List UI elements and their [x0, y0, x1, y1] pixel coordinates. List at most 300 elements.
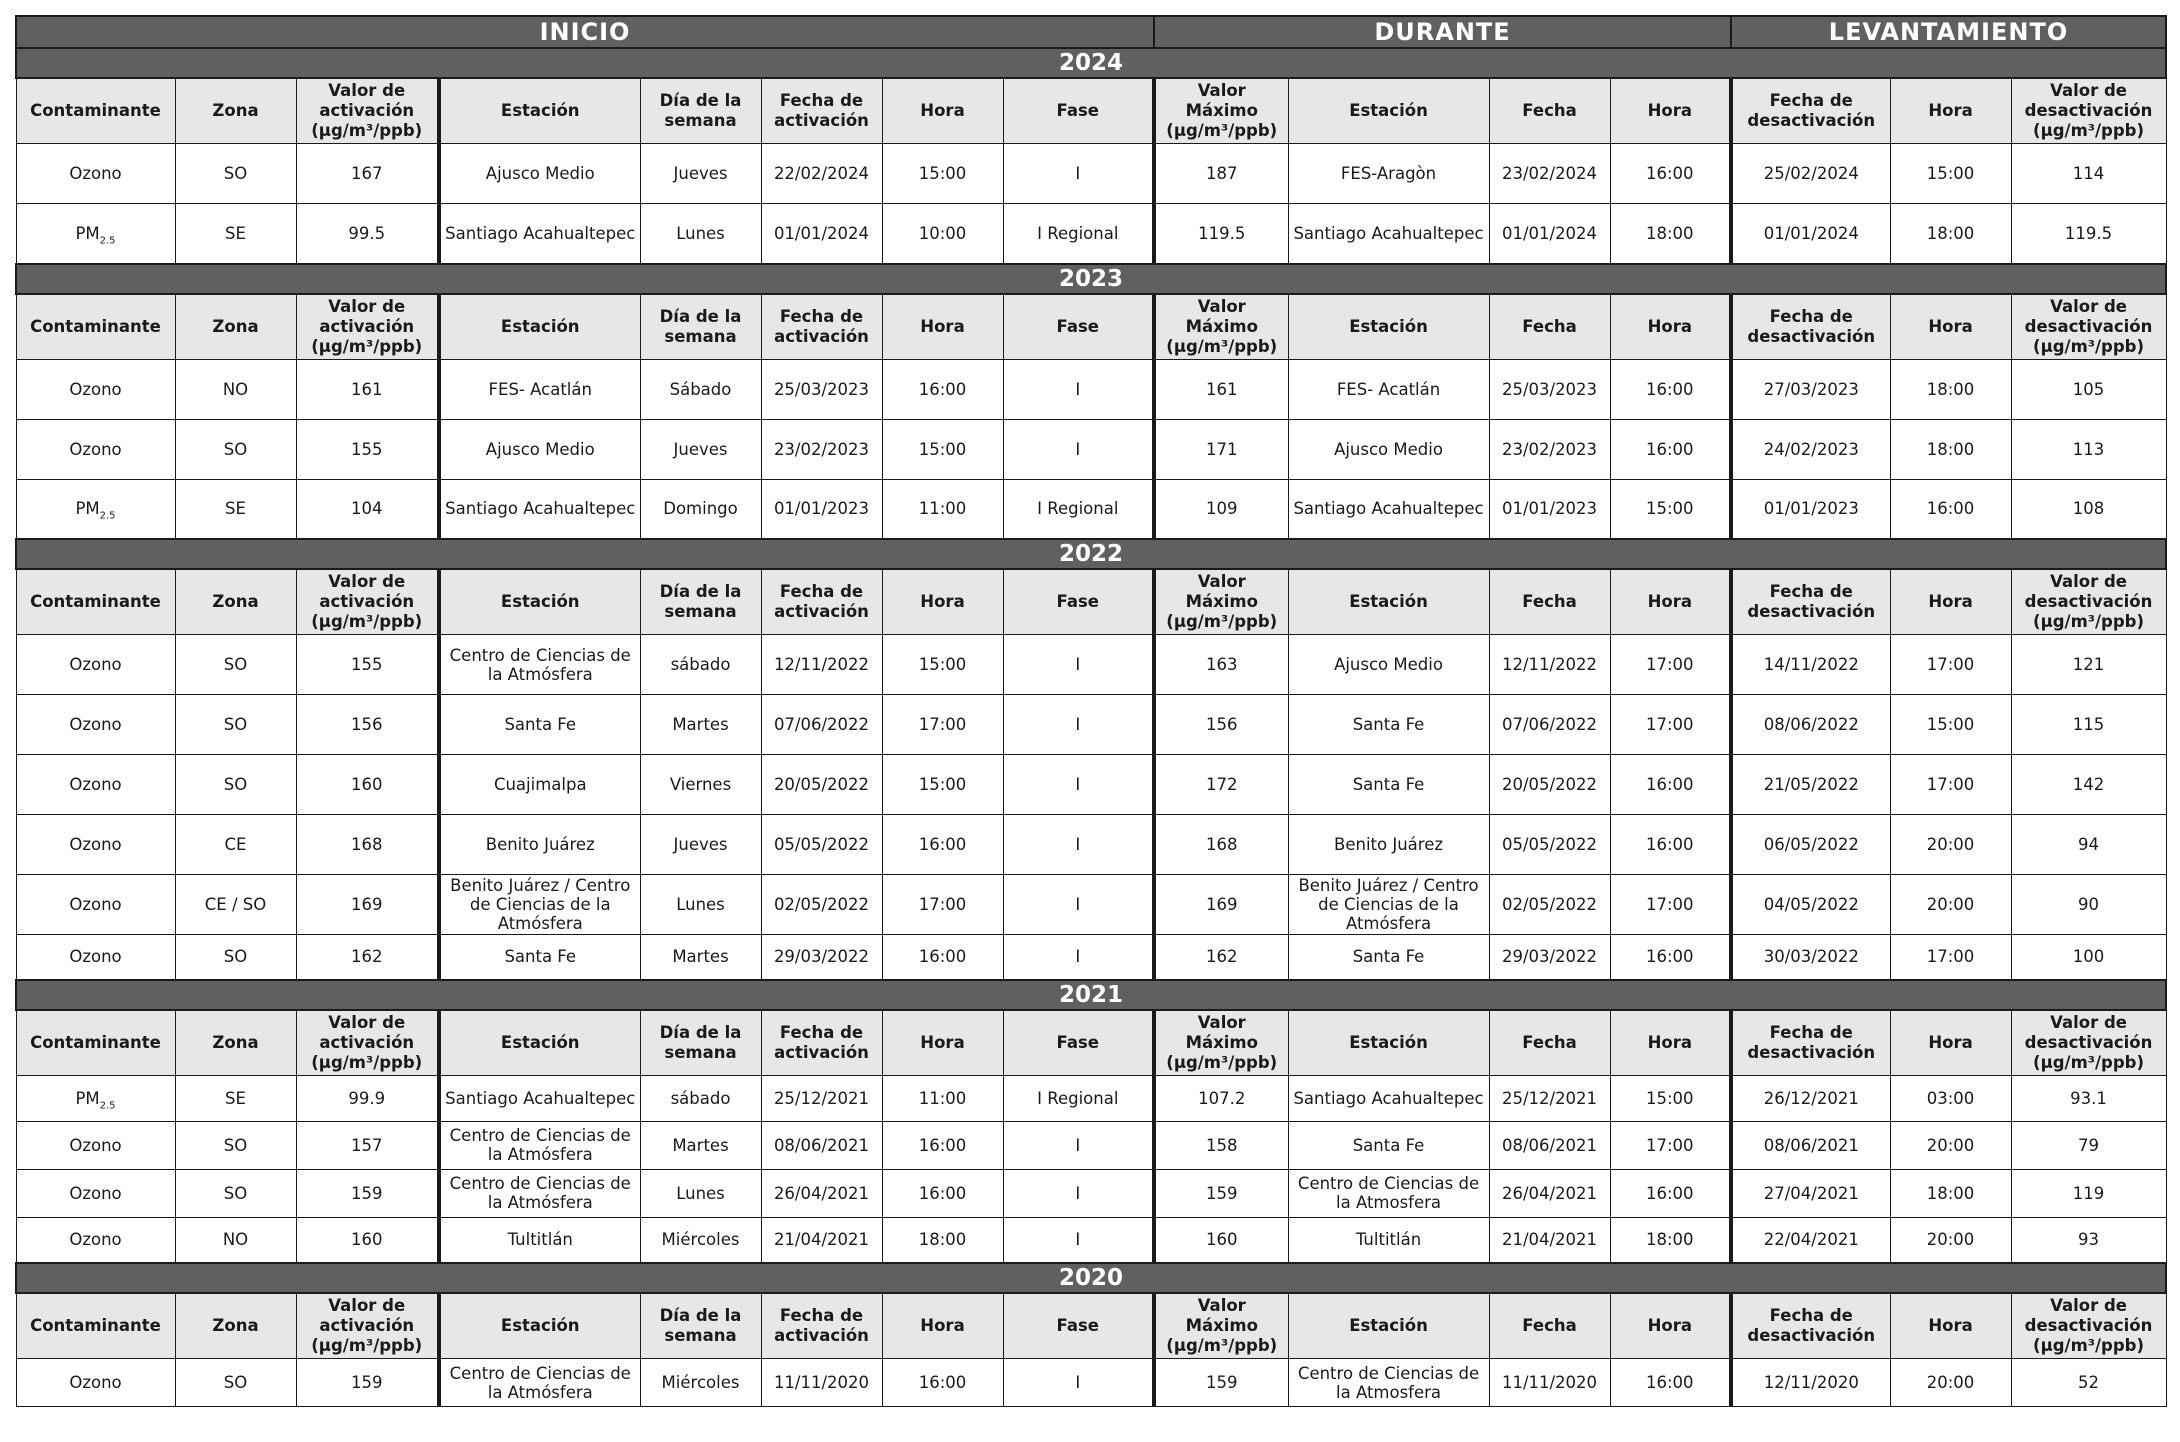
- table-cell: CE / SO: [175, 875, 296, 935]
- table-cell: 156: [1154, 695, 1288, 755]
- table-row: [16, 935, 2166, 980]
- table-row: [16, 1359, 2166, 1407]
- column-header: Fecha de activación: [761, 78, 882, 144]
- column-header: Hora: [1610, 569, 1731, 635]
- table-cell: Ozono: [16, 144, 175, 204]
- table-cell: 79: [2011, 1121, 2166, 1169]
- column-header-row: [16, 1293, 2166, 1359]
- year-row: [16, 539, 2166, 569]
- column-header-row: [16, 569, 2166, 635]
- column-header: Fase: [1003, 1010, 1154, 1076]
- section-levantamiento: LEVANTAMIENTO: [1731, 16, 2166, 48]
- table-row: [16, 204, 2166, 264]
- table-cell: 11:00: [882, 479, 1003, 539]
- table-row: [16, 815, 2166, 875]
- table-cell: 12/11/2022: [1489, 635, 1610, 695]
- table-cell: Centro de Ciencias de la Atmósfera: [439, 1169, 640, 1217]
- activation-table-container: [15, 15, 2165, 1407]
- table-cell: 05/05/2022: [761, 815, 882, 875]
- table-cell: Jueves: [640, 419, 761, 479]
- table-row: [16, 635, 2166, 695]
- table-cell: 08/06/2021: [761, 1121, 882, 1169]
- table-cell: Tultitlán: [439, 1217, 640, 1263]
- table-cell: 07/06/2022: [761, 695, 882, 755]
- table-cell: 14/11/2022: [1731, 635, 1890, 695]
- table-cell: 163: [1154, 635, 1288, 695]
- table-cell: 94: [2011, 815, 2166, 875]
- table-row: [16, 1217, 2166, 1263]
- table-cell: SO: [175, 144, 296, 204]
- table-cell: FES-Aragòn: [1288, 144, 1489, 204]
- table-cell: 08/06/2021: [1731, 1121, 1890, 1169]
- table-cell: SE: [175, 1075, 296, 1121]
- table-cell: 15:00: [1890, 695, 2011, 755]
- table-row: [16, 695, 2166, 755]
- table-cell: I: [1003, 815, 1154, 875]
- table-cell: Santa Fe: [439, 935, 640, 980]
- column-header: Fecha de desactivación: [1731, 1293, 1890, 1359]
- table-cell: 24/02/2023: [1731, 419, 1890, 479]
- column-header: Fase: [1003, 78, 1154, 144]
- column-header-row: [16, 294, 2166, 360]
- table-cell: Santiago Acahualtepec: [1288, 204, 1489, 264]
- table-cell: I: [1003, 419, 1154, 479]
- column-header: Estación: [1288, 1010, 1489, 1076]
- column-header: Día de la semana: [640, 569, 761, 635]
- table-cell: 100: [2011, 935, 2166, 980]
- column-header: Fecha: [1489, 294, 1610, 360]
- year-label: 2024: [16, 48, 2166, 78]
- table-cell: 167: [296, 144, 439, 204]
- table-cell: 22/04/2021: [1731, 1217, 1890, 1263]
- table-cell: I Regional: [1003, 479, 1154, 539]
- year-label: 2023: [16, 264, 2166, 294]
- column-header: Valor de activación (µg/m³/ppb): [296, 1293, 439, 1359]
- table-cell: 52: [2011, 1359, 2166, 1407]
- section-durante: DURANTE: [1154, 16, 1731, 48]
- column-header: Valor Máximo (µg/m³/ppb): [1154, 78, 1288, 144]
- table-cell: 20:00: [1890, 1359, 2011, 1407]
- table-cell: Ozono: [16, 755, 175, 815]
- table-cell: I: [1003, 755, 1154, 815]
- table-cell: 29/03/2022: [761, 935, 882, 980]
- column-header: Hora: [1890, 294, 2011, 360]
- table-cell: 20:00: [1890, 875, 2011, 935]
- table-cell: Centro de Ciencias de la Atmósfera: [439, 1359, 640, 1407]
- table-cell: 18:00: [882, 1217, 1003, 1263]
- table-cell: 15:00: [1610, 479, 1731, 539]
- table-cell: 155: [296, 635, 439, 695]
- table-cell: 25/03/2023: [1489, 359, 1610, 419]
- column-header: Estación: [439, 78, 640, 144]
- column-header: Fecha: [1489, 1010, 1610, 1076]
- column-header: Valor de desactivación (µg/m³/ppb): [2011, 78, 2166, 144]
- table-cell: Ozono: [16, 875, 175, 935]
- table-cell: 08/06/2022: [1731, 695, 1890, 755]
- table-cell: Sábado: [640, 359, 761, 419]
- table-cell: 20/05/2022: [761, 755, 882, 815]
- column-header: Valor de desactivación (µg/m³/ppb): [2011, 1293, 2166, 1359]
- table-cell: 119.5: [2011, 204, 2166, 264]
- table-cell: 155: [296, 419, 439, 479]
- table-cell: Cuajimalpa: [439, 755, 640, 815]
- year-row: [16, 1263, 2166, 1293]
- table-cell: 119.5: [1154, 204, 1288, 264]
- table-cell: Viernes: [640, 755, 761, 815]
- table-cell: 115: [2011, 695, 2166, 755]
- column-header: Zona: [175, 569, 296, 635]
- column-header: Estación: [439, 1293, 640, 1359]
- table-cell: 161: [1154, 359, 1288, 419]
- table-cell: $PM_{2.5}$: [16, 1075, 175, 1121]
- column-header: Fecha de activación: [761, 1293, 882, 1359]
- table-cell: FES- Acatlán: [1288, 359, 1489, 419]
- table-row: [16, 1169, 2166, 1217]
- table-cell: $PM_{2.5}$: [16, 204, 175, 264]
- column-header: Hora: [1890, 78, 2011, 144]
- column-header: Hora: [1890, 569, 2011, 635]
- table-cell: 12/11/2022: [761, 635, 882, 695]
- table-cell: Ozono: [16, 419, 175, 479]
- table-cell: 16:00: [882, 815, 1003, 875]
- table-cell: NO: [175, 359, 296, 419]
- table-cell: SO: [175, 1169, 296, 1217]
- column-header: Valor de activación (µg/m³/ppb): [296, 294, 439, 360]
- column-header: Estación: [1288, 1293, 1489, 1359]
- table-cell: 15:00: [1890, 144, 2011, 204]
- table-cell: 23/02/2023: [1489, 419, 1610, 479]
- table-cell: SE: [175, 479, 296, 539]
- table-cell: 162: [296, 935, 439, 980]
- table-cell: SO: [175, 935, 296, 980]
- table-cell: Miércoles: [640, 1359, 761, 1407]
- table-cell: 01/01/2024: [761, 204, 882, 264]
- table-cell: Ozono: [16, 635, 175, 695]
- table-cell: 27/04/2021: [1731, 1169, 1890, 1217]
- section-inicio: INICIO: [16, 16, 1154, 48]
- table-cell: 161: [296, 359, 439, 419]
- table-cell: 160: [296, 755, 439, 815]
- table-cell: I: [1003, 1169, 1154, 1217]
- table-cell: 26/04/2021: [761, 1169, 882, 1217]
- column-header: Fecha de desactivación: [1731, 294, 1890, 360]
- column-header: Fecha: [1489, 78, 1610, 144]
- table-cell: 20:00: [1890, 815, 2011, 875]
- table-cell: I: [1003, 1359, 1154, 1407]
- table-cell: I: [1003, 1121, 1154, 1169]
- column-header: Fecha: [1489, 1293, 1610, 1359]
- table-cell: 17:00: [1610, 875, 1731, 935]
- column-header: Fecha de desactivación: [1731, 569, 1890, 635]
- table-cell: 16:00: [1610, 419, 1731, 479]
- table-cell: 18:00: [1890, 359, 2011, 419]
- table-cell: 15:00: [882, 144, 1003, 204]
- column-header: Hora: [1610, 1293, 1731, 1359]
- column-header: Fecha de desactivación: [1731, 78, 1890, 144]
- table-cell: 109: [1154, 479, 1288, 539]
- table-row: [16, 755, 2166, 815]
- table-cell: 10:00: [882, 204, 1003, 264]
- table-cell: Santiago Acahualtepec: [1288, 1075, 1489, 1121]
- table-cell: 02/05/2022: [761, 875, 882, 935]
- year-label: 2021: [16, 980, 2166, 1010]
- column-header: Estación: [439, 1010, 640, 1076]
- table-cell: Centro de Ciencias de la Atmósfera: [439, 635, 640, 695]
- table-cell: 171: [1154, 419, 1288, 479]
- table-cell: 121: [2011, 635, 2166, 695]
- table-cell: 22/02/2024: [761, 144, 882, 204]
- table-cell: SO: [175, 1359, 296, 1407]
- table-cell: 18:00: [1610, 204, 1731, 264]
- table-cell: 17:00: [1610, 1121, 1731, 1169]
- table-cell: 18:00: [1890, 1169, 2011, 1217]
- table-cell: Santa Fe: [1288, 695, 1489, 755]
- table-cell: I Regional: [1003, 204, 1154, 264]
- table-cell: 21/04/2021: [1489, 1217, 1610, 1263]
- table-cell: I: [1003, 359, 1154, 419]
- table-cell: Santa Fe: [1288, 1121, 1489, 1169]
- table-cell: 187: [1154, 144, 1288, 204]
- column-header: Fase: [1003, 294, 1154, 360]
- table-cell: 23/02/2024: [1489, 144, 1610, 204]
- column-header: Valor de activación (µg/m³/ppb): [296, 569, 439, 635]
- table-cell: Santa Fe: [1288, 935, 1489, 980]
- table-cell: 05/05/2022: [1489, 815, 1610, 875]
- column-header: Valor de activación (µg/m³/ppb): [296, 78, 439, 144]
- year-label: 2022: [16, 539, 2166, 569]
- table-cell: 99.9: [296, 1075, 439, 1121]
- table-cell: 159: [1154, 1169, 1288, 1217]
- table-cell: 168: [1154, 815, 1288, 875]
- table-cell: Santiago Acahualtepec: [439, 204, 640, 264]
- table-cell: Centro de Ciencias de la Atmósfera: [439, 1121, 640, 1169]
- column-header: Valor de desactivación (µg/m³/ppb): [2011, 569, 2166, 635]
- table-cell: Centro de Ciencias de la Atmosfera: [1288, 1359, 1489, 1407]
- table-cell: 160: [1154, 1217, 1288, 1263]
- table-cell: Ozono: [16, 1359, 175, 1407]
- table-cell: 17:00: [882, 695, 1003, 755]
- table-cell: 03:00: [1890, 1075, 2011, 1121]
- column-header: Hora: [1890, 1293, 2011, 1359]
- column-header: Estación: [439, 294, 640, 360]
- table-cell: sábado: [640, 1075, 761, 1121]
- table-cell: 26/04/2021: [1489, 1169, 1610, 1217]
- table-cell: 16:00: [1890, 479, 2011, 539]
- column-header: Hora: [1890, 1010, 2011, 1076]
- table-cell: 30/03/2022: [1731, 935, 1890, 980]
- table-cell: Ozono: [16, 1169, 175, 1217]
- table-cell: Ajusco Medio: [439, 144, 640, 204]
- table-cell: 107.2: [1154, 1075, 1288, 1121]
- table-cell: 114: [2011, 144, 2166, 204]
- column-header: Día de la semana: [640, 294, 761, 360]
- table-cell: 18:00: [1890, 204, 2011, 264]
- column-header: Día de la semana: [640, 78, 761, 144]
- table-cell: CE: [175, 815, 296, 875]
- table-cell: Lunes: [640, 1169, 761, 1217]
- activation-table: [15, 15, 2167, 1407]
- table-cell: 17:00: [1890, 755, 2011, 815]
- column-header: Hora: [882, 1293, 1003, 1359]
- table-cell: Benito Juárez: [439, 815, 640, 875]
- table-cell: 04/05/2022: [1731, 875, 1890, 935]
- table-cell: 11/11/2020: [761, 1359, 882, 1407]
- table-cell: 162: [1154, 935, 1288, 980]
- table-row: [16, 419, 2166, 479]
- table-row: [16, 875, 2166, 935]
- table-row: [16, 359, 2166, 419]
- column-header: Hora: [882, 78, 1003, 144]
- table-cell: 168: [296, 815, 439, 875]
- table-cell: 29/03/2022: [1489, 935, 1610, 980]
- table-cell: 156: [296, 695, 439, 755]
- table-cell: 119: [2011, 1169, 2166, 1217]
- table-cell: SO: [175, 419, 296, 479]
- table-row: [16, 479, 2166, 539]
- table-cell: SO: [175, 635, 296, 695]
- table-cell: $PM_{2.5}$: [16, 479, 175, 539]
- table-cell: I Regional: [1003, 1075, 1154, 1121]
- table-cell: 07/06/2022: [1489, 695, 1610, 755]
- table-cell: Ozono: [16, 1121, 175, 1169]
- table-cell: I: [1003, 1217, 1154, 1263]
- table-cell: 06/05/2022: [1731, 815, 1890, 875]
- column-header: Estación: [1288, 569, 1489, 635]
- table-cell: 02/05/2022: [1489, 875, 1610, 935]
- table-cell: Ajusco Medio: [439, 419, 640, 479]
- column-header: Estación: [439, 569, 640, 635]
- table-cell: I: [1003, 695, 1154, 755]
- table-cell: NO: [175, 1217, 296, 1263]
- table-cell: 105: [2011, 359, 2166, 419]
- table-cell: Jueves: [640, 815, 761, 875]
- table-cell: 16:00: [1610, 1169, 1731, 1217]
- table-cell: I: [1003, 935, 1154, 980]
- table-row: [16, 1075, 2166, 1121]
- table-cell: 17:00: [1610, 635, 1731, 695]
- column-header: Valor de desactivación (µg/m³/ppb): [2011, 1010, 2166, 1076]
- column-header: Hora: [1610, 78, 1731, 144]
- column-header: Estación: [1288, 294, 1489, 360]
- table-cell: 113: [2011, 419, 2166, 479]
- table-cell: 17:00: [1610, 695, 1731, 755]
- table-row: [16, 144, 2166, 204]
- table-cell: 25/02/2024: [1731, 144, 1890, 204]
- table-cell: Santiago Acahualtepec: [439, 1075, 640, 1121]
- table-cell: 158: [1154, 1121, 1288, 1169]
- table-cell: Benito Juárez / Centro de Ciencias de la Atmósfera: [1288, 875, 1489, 935]
- table-cell: Martes: [640, 1121, 761, 1169]
- table-cell: 93: [2011, 1217, 2166, 1263]
- table-cell: 16:00: [1610, 815, 1731, 875]
- table-cell: Centro de Ciencias de la Atmosfera: [1288, 1169, 1489, 1217]
- year-row: [16, 980, 2166, 1010]
- table-cell: 01/01/2024: [1489, 204, 1610, 264]
- table-cell: Miércoles: [640, 1217, 761, 1263]
- year-label: 2020: [16, 1263, 2166, 1293]
- table-cell: 17:00: [882, 875, 1003, 935]
- table-cell: 16:00: [1610, 359, 1731, 419]
- table-cell: 16:00: [1610, 144, 1731, 204]
- section-header-row: [16, 16, 2166, 48]
- table-cell: 16:00: [882, 935, 1003, 980]
- table-cell: 25/12/2021: [761, 1075, 882, 1121]
- table-cell: Santiago Acahualtepec: [439, 479, 640, 539]
- table-cell: 17:00: [1890, 935, 2011, 980]
- table-cell: 18:00: [1890, 419, 2011, 479]
- table-cell: 16:00: [882, 1359, 1003, 1407]
- column-header: Fase: [1003, 1293, 1154, 1359]
- table-cell: 18:00: [1610, 1217, 1731, 1263]
- table-cell: 99.5: [296, 204, 439, 264]
- year-row: [16, 264, 2166, 294]
- table-cell: Martes: [640, 695, 761, 755]
- column-header: Hora: [1610, 1010, 1731, 1076]
- table-cell: 16:00: [882, 1169, 1003, 1217]
- table-cell: 27/03/2023: [1731, 359, 1890, 419]
- table-cell: 16:00: [1610, 1359, 1731, 1407]
- column-header: Valor Máximo (µg/m³/ppb): [1154, 569, 1288, 635]
- table-cell: 26/12/2021: [1731, 1075, 1890, 1121]
- table-cell: sábado: [640, 635, 761, 695]
- table-cell: 90: [2011, 875, 2166, 935]
- table-cell: Ozono: [16, 815, 175, 875]
- column-header: Contaminante: [16, 78, 175, 144]
- table-cell: 20:00: [1890, 1121, 2011, 1169]
- table-cell: 16:00: [1610, 755, 1731, 815]
- column-header: Hora: [1610, 294, 1731, 360]
- table-cell: 15:00: [882, 755, 1003, 815]
- table-cell: Ozono: [16, 935, 175, 980]
- table-cell: 108: [2011, 479, 2166, 539]
- table-cell: 93.1: [2011, 1075, 2166, 1121]
- table-cell: Santa Fe: [439, 695, 640, 755]
- table-cell: I: [1003, 875, 1154, 935]
- table-cell: 21/04/2021: [761, 1217, 882, 1263]
- column-header-row: [16, 78, 2166, 144]
- table-cell: SO: [175, 695, 296, 755]
- column-header: Zona: [175, 1293, 296, 1359]
- table-cell: 104: [296, 479, 439, 539]
- column-header: Valor de desactivación (µg/m³/ppb): [2011, 294, 2166, 360]
- column-header: Contaminante: [16, 569, 175, 635]
- table-cell: 21/05/2022: [1731, 755, 1890, 815]
- column-header-row: [16, 1010, 2166, 1076]
- column-header: Estación: [1288, 78, 1489, 144]
- column-header: Hora: [882, 294, 1003, 360]
- table-cell: I: [1003, 635, 1154, 695]
- table-cell: 20/05/2022: [1489, 755, 1610, 815]
- column-header: Fecha de desactivación: [1731, 1010, 1890, 1076]
- column-header: Valor de activación (µg/m³/ppb): [296, 1010, 439, 1076]
- table-cell: 25/12/2021: [1489, 1075, 1610, 1121]
- table-cell: Santa Fe: [1288, 755, 1489, 815]
- year-row: [16, 48, 2166, 78]
- table-cell: 11/11/2020: [1489, 1359, 1610, 1407]
- table-cell: SO: [175, 755, 296, 815]
- table-cell: 12/11/2020: [1731, 1359, 1890, 1407]
- table-row: [16, 1121, 2166, 1169]
- column-header: Valor Máximo (µg/m³/ppb): [1154, 1293, 1288, 1359]
- column-header: Zona: [175, 294, 296, 360]
- column-header: Hora: [882, 569, 1003, 635]
- column-header: Valor Máximo (µg/m³/ppb): [1154, 1010, 1288, 1076]
- table-cell: FES- Acatlán: [439, 359, 640, 419]
- table-cell: 16:00: [882, 1121, 1003, 1169]
- column-header: Día de la semana: [640, 1010, 761, 1076]
- column-header: Zona: [175, 78, 296, 144]
- table-cell: 08/06/2021: [1489, 1121, 1610, 1169]
